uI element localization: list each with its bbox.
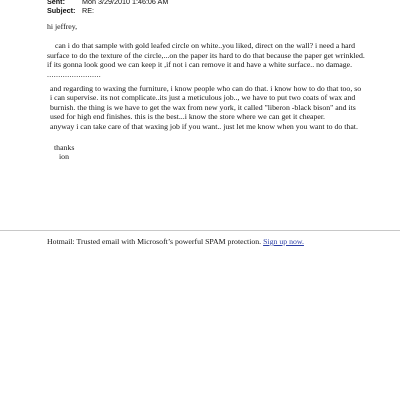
footer-text: Hotmail: Trusted email with Microsoft’s powerful SPAM protection. (47, 237, 264, 246)
sign-off (47, 143, 365, 161)
email-header (47, 0, 168, 15)
subject-label: Subject: (47, 6, 76, 15)
footer-divider (0, 230, 400, 231)
subject-row (47, 6, 168, 15)
paragraph-waxing: and regarding to waxing the furniture, i know people who can do that. i know how to do that too, so i can supervise. its not complicate..its just a meticulous job.., we have to put two coats of wax and burnish. the thing is we have to get the wax from new york, it called "liberon -black bison" and its used for high end finishes. this is the best...i know the store where we can get it cheaper. anyway i can take care of that waxing job if you want.. just let me know when you want to do that. (50, 84, 362, 131)
sent-value: Mon 3/29/2010 1:46:06 AM (82, 0, 169, 6)
sign-up-link[interactable]: Sign up now. (263, 237, 304, 246)
hotmail-footer (47, 237, 304, 246)
email-body (47, 22, 365, 161)
greeting: hi jeffrey, (47, 22, 78, 31)
signature-name: ion (59, 152, 69, 162)
thanks-text: thanks (54, 143, 75, 153)
paragraph-gold-circle: can i do that sample with gold leafed circle on white..you liked, direct on the wall? i need a hard surface to do the texture of the circle,...on the paper its hard to do that because the paper get wrinkled. if its gonna look good we can keep it ,if not i can remove it and have a white surface.. no damage. (47, 41, 365, 70)
sent-label: Sent: (47, 0, 65, 6)
separator-dots: ........................ (47, 69, 101, 79)
subject-value: RE: (82, 6, 94, 15)
